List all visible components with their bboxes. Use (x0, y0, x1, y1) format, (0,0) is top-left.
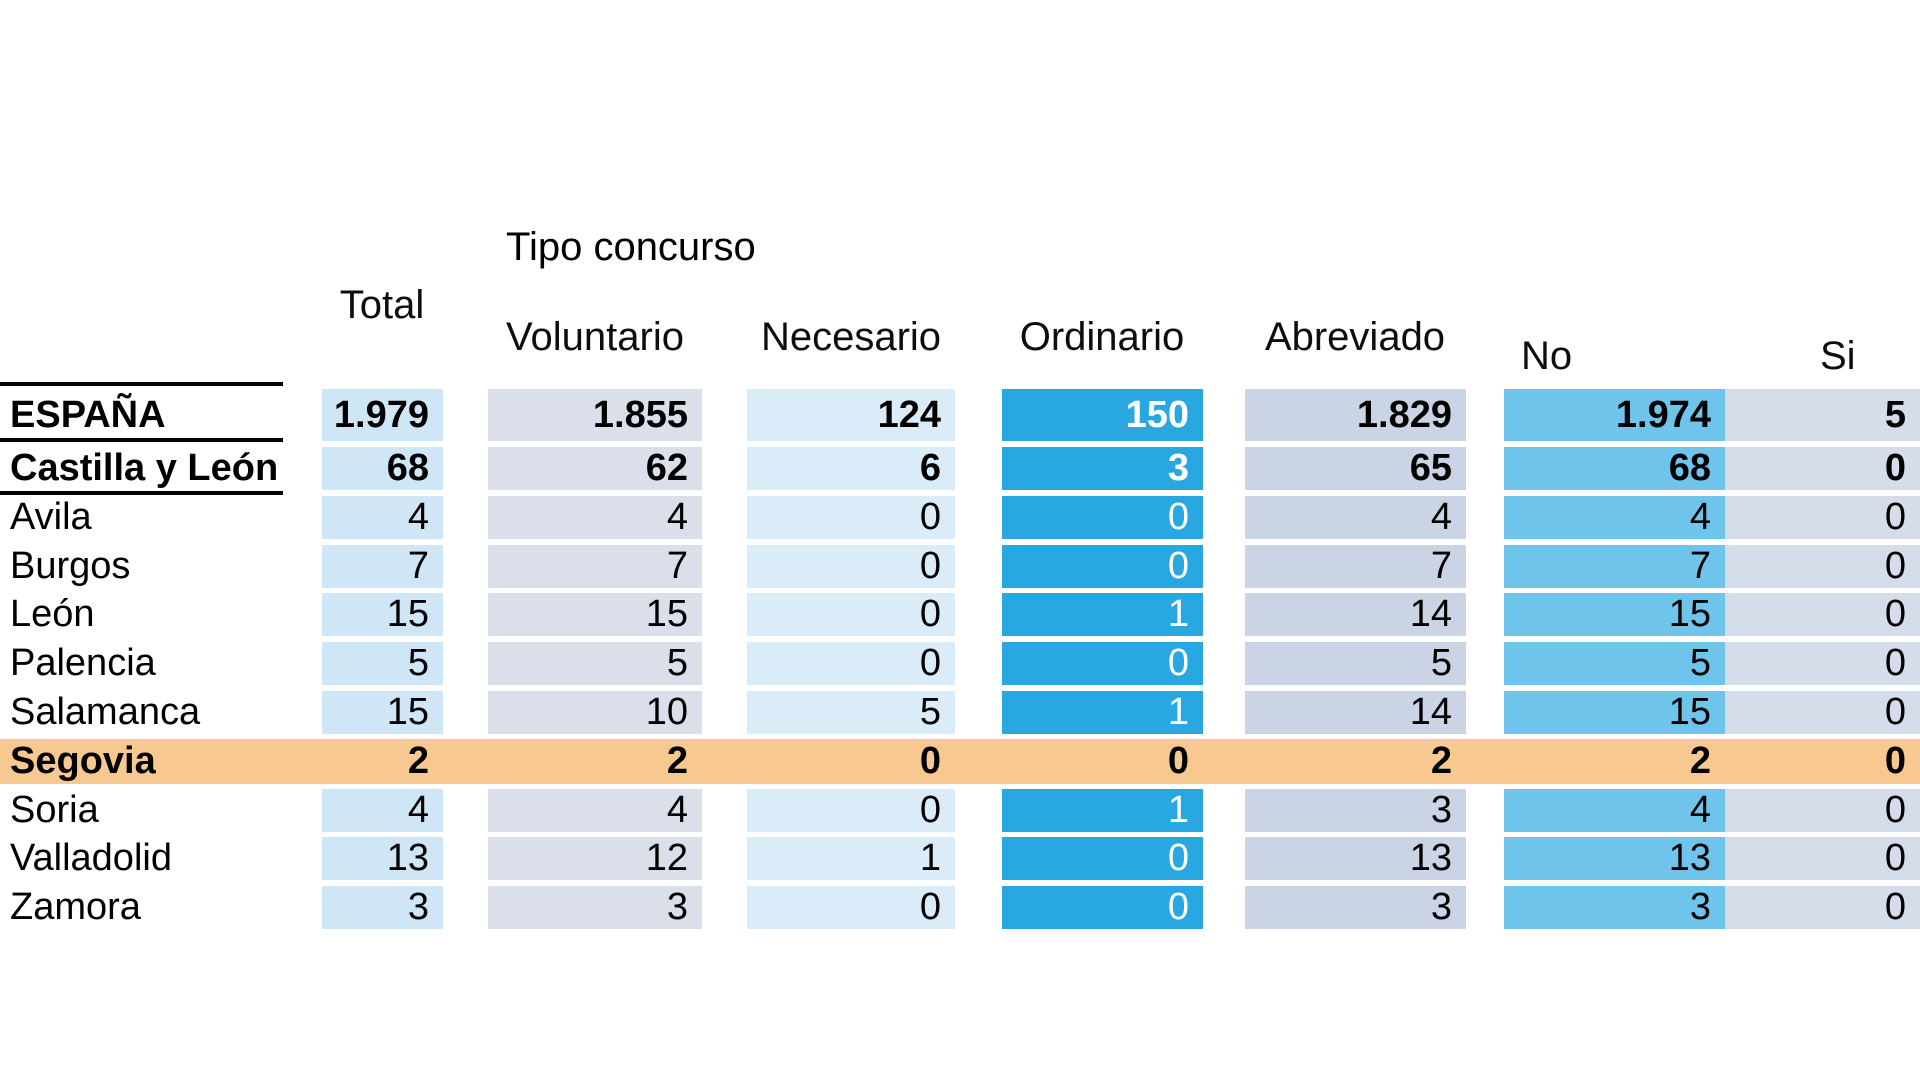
cell-no: 4 (1504, 496, 1725, 539)
cell-no: 5 (1504, 642, 1725, 685)
cell-necesario: 1 (747, 837, 955, 880)
row-label: Segovia (10, 740, 156, 782)
cell-abreviado: 3 (1245, 789, 1466, 832)
row-label: Valladolid (10, 837, 172, 879)
cell-abreviado: 4 (1245, 496, 1466, 539)
row-label: Palencia (10, 642, 156, 684)
cell-voluntario: 10 (488, 691, 702, 734)
cell-necesario: 124 (747, 389, 955, 441)
cell-si: 0 (1725, 789, 1920, 832)
cell-necesario: 0 (747, 886, 955, 929)
cell-abreviado: 13 (1245, 837, 1466, 880)
cell-ordinario: 0 (1002, 496, 1203, 539)
cell-voluntario: 3 (488, 886, 702, 929)
row-label: Soria (10, 789, 99, 831)
cell-voluntario: 2 (666, 740, 688, 782)
cell-necesario: 0 (747, 593, 955, 636)
cell-total: 1.979 (322, 389, 443, 441)
cell-ordinario: 1 (1002, 593, 1203, 636)
row-label: Burgos (10, 545, 131, 587)
cell-si: 0 (1884, 740, 1906, 782)
cell-ordinario: 0 (1167, 740, 1189, 782)
cell-abreviado: 14 (1245, 691, 1466, 734)
cell-si: 0 (1725, 642, 1920, 685)
cell-voluntario: 12 (488, 837, 702, 880)
cell-no: 1.974 (1504, 389, 1725, 441)
cell-voluntario: 7 (488, 545, 702, 588)
cell-ordinario: 1 (1002, 691, 1203, 734)
cell-no: 3 (1504, 886, 1725, 929)
cell-necesario: 0 (747, 545, 955, 588)
row-label: ESPAÑA (10, 394, 166, 436)
cell-si: 0 (1725, 545, 1920, 588)
cell-voluntario: 62 (488, 447, 702, 490)
cell-voluntario: 4 (488, 789, 702, 832)
cell-si: 0 (1725, 496, 1920, 539)
cell-total: 5 (322, 642, 443, 685)
row-label: Zamora (10, 886, 141, 928)
cell-ordinario: 0 (1002, 886, 1203, 929)
row-label: León (10, 593, 95, 635)
cell-no: 7 (1504, 545, 1725, 588)
cell-no: 4 (1504, 789, 1725, 832)
cell-ordinario: 150 (1002, 389, 1203, 441)
cell-abreviado: 5 (1245, 642, 1466, 685)
cell-total: 4 (322, 789, 443, 832)
column-header-ordinario: Ordinario (1019, 315, 1185, 359)
cell-no: 13 (1504, 837, 1725, 880)
cell-ordinario: 0 (1002, 642, 1203, 685)
cell-si: 0 (1725, 593, 1920, 636)
cell-no: 15 (1504, 593, 1725, 636)
row-label: Castilla y León (10, 447, 279, 489)
cell-abreviado: 3 (1245, 886, 1466, 929)
column-header-no: No (1521, 334, 1573, 378)
cell-total: 13 (322, 837, 443, 880)
cell-necesario: 6 (747, 447, 955, 490)
cell-ordinario: 0 (1002, 545, 1203, 588)
cell-total: 15 (322, 691, 443, 734)
cell-si: 0 (1725, 447, 1920, 490)
row-label: Salamanca (10, 691, 201, 733)
cell-si: 5 (1725, 389, 1920, 441)
rule-below-castilla (0, 491, 283, 495)
cell-total: 4 (322, 496, 443, 539)
rule-above-espana (0, 382, 283, 386)
cell-ordinario: 3 (1002, 447, 1203, 490)
cell-no: 15 (1504, 691, 1725, 734)
cell-abreviado: 65 (1245, 447, 1466, 490)
cell-necesario: 0 (747, 789, 955, 832)
cell-necesario: 0 (747, 642, 955, 685)
cell-necesario: 0 (747, 496, 955, 539)
cell-abreviado: 1.829 (1245, 389, 1466, 441)
column-header-si: Si (1820, 334, 1856, 378)
column-header-total: Total (339, 283, 425, 327)
cell-abreviado: 14 (1245, 593, 1466, 636)
group-header-tipo-concurso: Tipo concurso (506, 225, 756, 269)
cell-no: 68 (1504, 447, 1725, 490)
cell-total: 2 (407, 740, 429, 782)
cell-voluntario: 4 (488, 496, 702, 539)
cell-voluntario: 5 (488, 642, 702, 685)
cell-necesario: 5 (747, 691, 955, 734)
cell-no: 2 (1689, 740, 1711, 782)
row-label: Avila (10, 496, 92, 538)
column-header-necesario: Necesario (760, 315, 942, 359)
cell-total: 68 (322, 447, 443, 490)
cell-si: 0 (1725, 837, 1920, 880)
column-header-abreviado: Abreviado (1264, 315, 1446, 359)
cell-si: 0 (1725, 886, 1920, 929)
group-header-clase-procedimiento: Clase de procedimiento (1023, 225, 1445, 269)
group-header-propuesta-anticipada: Propuesta anticipada (1515, 267, 1891, 311)
cell-ordinario: 0 (1002, 837, 1203, 880)
cell-total: 15 (322, 593, 443, 636)
cell-abreviado: 2 (1430, 740, 1452, 782)
column-header-voluntario: Voluntario (506, 315, 684, 359)
cell-necesario: 0 (919, 740, 941, 782)
cell-total: 7 (322, 545, 443, 588)
cell-voluntario: 1.855 (488, 389, 702, 441)
cell-si: 0 (1725, 691, 1920, 734)
cell-ordinario: 1 (1002, 789, 1203, 832)
cell-abreviado: 7 (1245, 545, 1466, 588)
cell-total: 3 (322, 886, 443, 929)
cell-voluntario: 15 (488, 593, 702, 636)
